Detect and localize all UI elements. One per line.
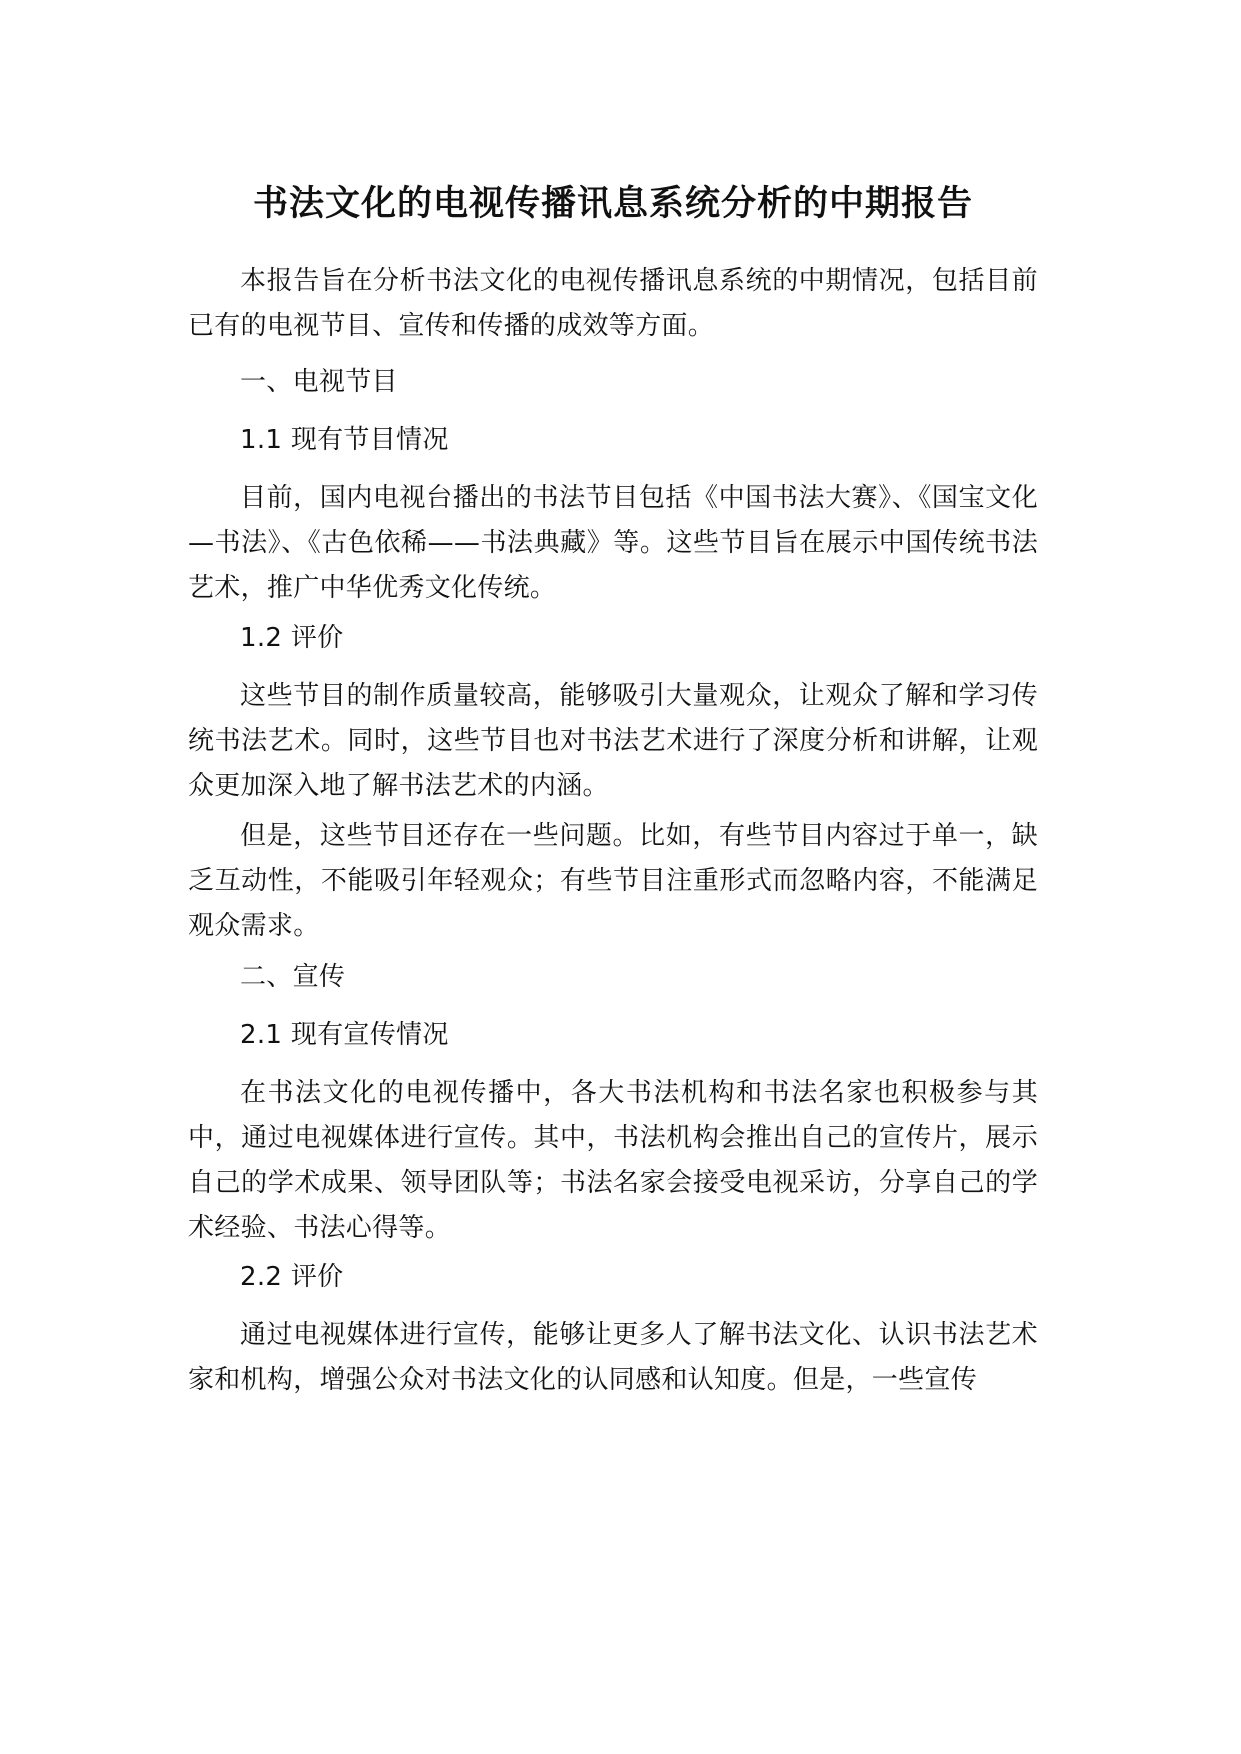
section-2-2-paragraph: 通过电视媒体进行宣传，能够让更多人了解书法文化、认识书法艺术家和机构，增强公众对书法文化的认同感和认知度。但是，一些宣传 xyxy=(188,1320,1038,1395)
section-1-heading: 一、电视节目 xyxy=(240,367,398,397)
section-2-1-paragraph: 在书法文化的电视传播中，各大书法机构和书法名家也积极参与其中，通过电视媒体进行宣传。其中，书法机构会推出自己的宣传片，展示自己的学术成果、领导团队等；书法名家会接受电视采访，分享自己的学术经验、书法心得等。 xyxy=(188,1078,1038,1243)
section-1-1-heading: 1.1 现有节目情况 xyxy=(240,425,449,455)
section-2-1-heading: 2.1 现有宣传情况 xyxy=(240,1020,449,1050)
section-1-2-paragraph-2: 但是，这些节目还存在一些问题。比如，有些节目内容过于单一，缺乏互动性，不能吸引年轻观众；有些节目注重形式而忽略内容，不能满足观众需求。 xyxy=(188,821,1038,941)
section-2-2-heading: 2.2 评价 xyxy=(240,1262,344,1292)
section-2-heading: 二、宣传 xyxy=(240,962,346,992)
intro-paragraph: 本报告旨在分析书法文化的电视传播讯息系统的中期情况，包括目前已有的电视节目、宣传和传播的成效等方面。 xyxy=(188,266,1038,341)
section-1-2-paragraph-1: 这些节目的制作质量较高，能够吸引大量观众，让观众了解和学习传统书法艺术。同时，这些节目也对书法艺术进行了深度分析和讲解，让观众更加深入地了解书法艺术的内涵。 xyxy=(188,681,1038,801)
document-title: 书法文化的电视传播讯息系统分析的中期报告 xyxy=(252,184,973,224)
section-1-2-heading: 1.2 评价 xyxy=(240,623,344,653)
section-1-1-paragraph: 目前，国内电视台播出的书法节目包括《中国书法大赛》、《国宝文化—书法》、《古色依稀——书法典藏》等。这些节目旨在展示中国传统书法艺术，推广中华优秀文化传统。 xyxy=(188,483,1038,603)
